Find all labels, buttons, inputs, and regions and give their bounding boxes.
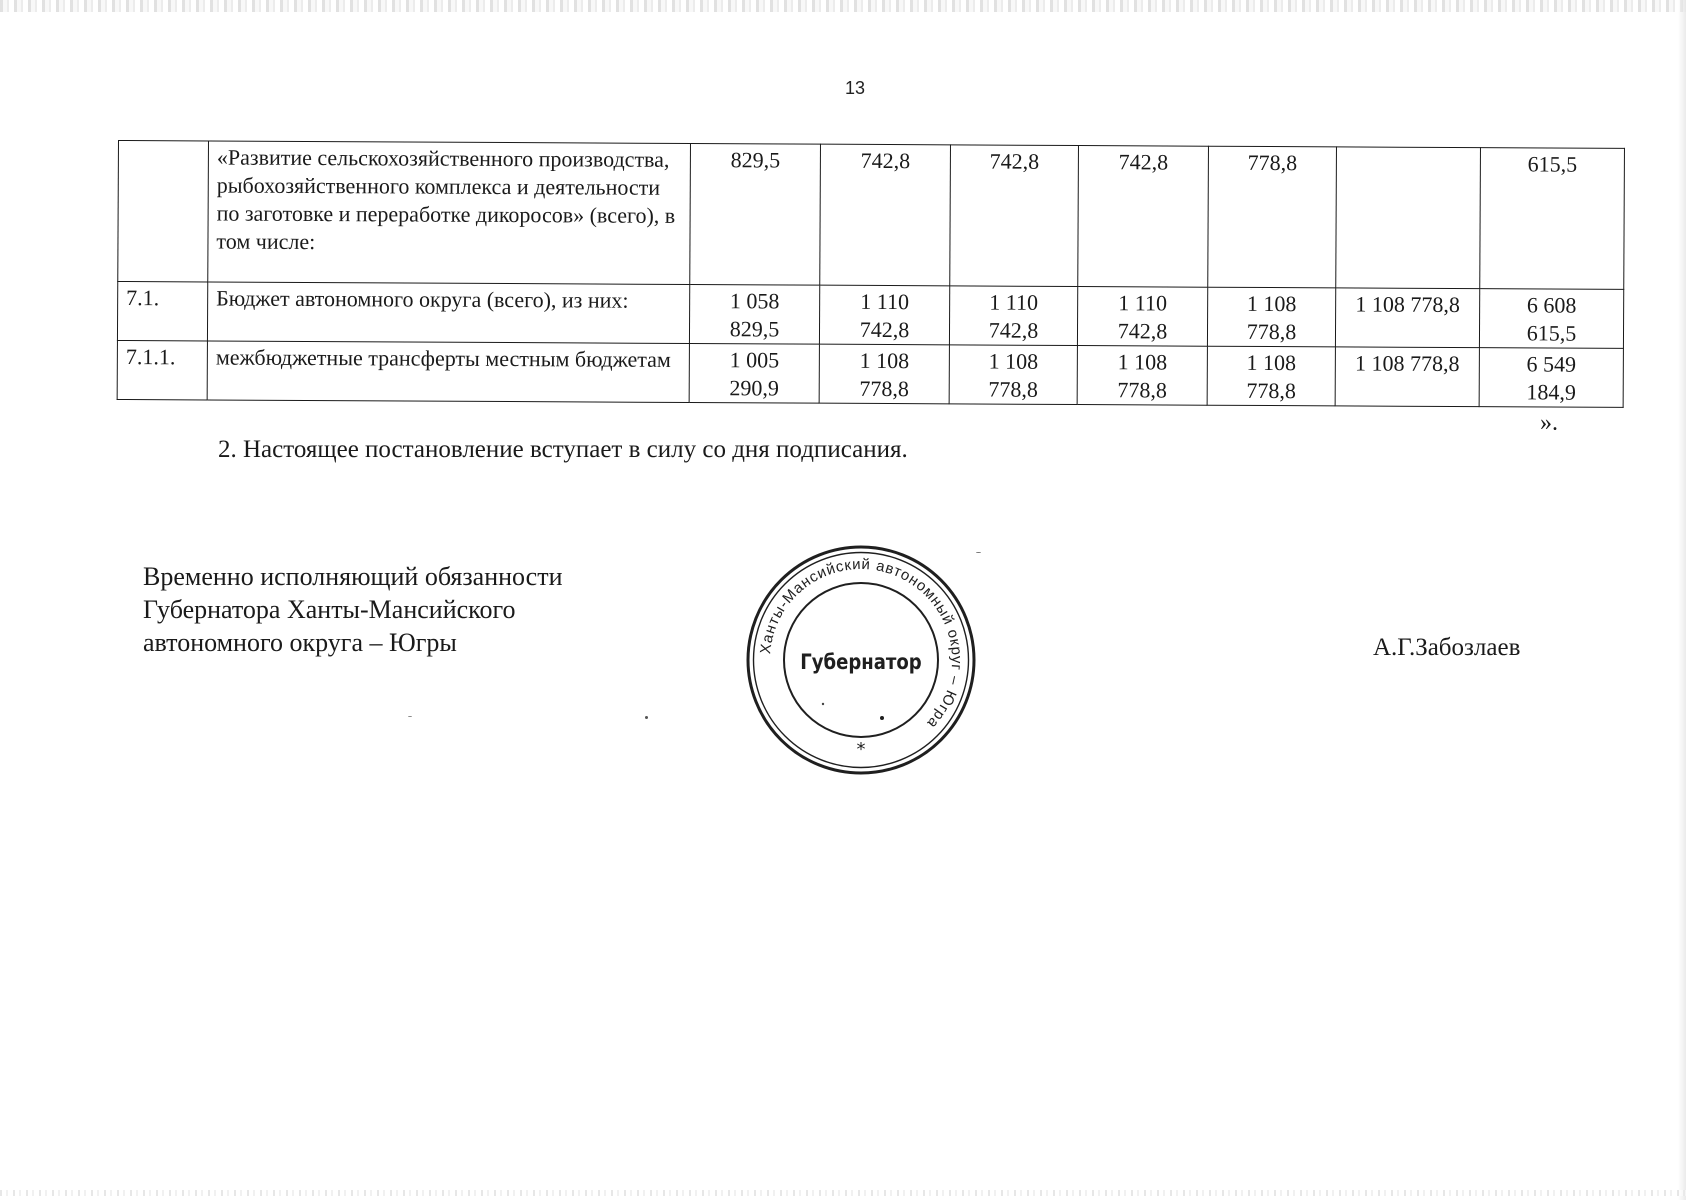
seal-star: *: [856, 739, 866, 760]
seal-ring-textpath: Ханты-Мансийский автономный округ – Югра: [757, 555, 966, 733]
value-cell: 829,5: [690, 143, 821, 285]
value-cell: 1 108 778,8: [949, 345, 1077, 405]
seal-center-text: Губернатор: [800, 649, 922, 675]
signatory-title-line: автономного округа – Югры: [143, 628, 457, 657]
value-cell: 778,8: [1208, 146, 1337, 288]
scan-edge-bottom: [0, 1190, 1686, 1196]
value-cell: 1 110 742,8: [949, 286, 1077, 346]
signatory-title-line: Временно исполняющий обязанности: [143, 562, 563, 591]
scan-speck: [976, 552, 981, 553]
scan-edge-top: [0, 0, 1686, 12]
seal-dot: [880, 716, 884, 720]
value-cell: 1 108 778,8: [1207, 346, 1335, 406]
seal-dot: [822, 703, 824, 705]
closing-quote: ».: [1540, 410, 1558, 436]
value-cell: 1 108 778,8: [1077, 346, 1207, 406]
resolution-paragraph: 2. Настоящее постановление вступает в силу со дня подписания.: [218, 436, 908, 463]
value-cell: 1 108 778,8: [1335, 347, 1479, 407]
budget-table: [117, 140, 1625, 408]
signatory-title: [143, 560, 563, 659]
value-cell: [1336, 147, 1481, 289]
signer-name: А.Г.Забозлаев: [1373, 634, 1521, 661]
value-cell: 615,5: [1480, 148, 1625, 290]
row-number: 7.1.1.: [117, 340, 207, 399]
value-cell: 1 108 778,8: [1207, 287, 1335, 347]
signatory-title-line: Губернатора Ханты-Мансийского: [143, 595, 516, 624]
value-cell: 1 058 829,5: [689, 284, 819, 344]
governor-seal: [744, 543, 978, 777]
table-row-program-total: [118, 141, 1625, 290]
value-cell: 6 608 615,5: [1479, 289, 1623, 349]
value-cell: 742,8: [950, 145, 1079, 287]
value-cell: 1 110 742,8: [819, 285, 949, 345]
row-name: Бюджет автономного округа (всего), из них:: [207, 282, 689, 344]
table-row-7-1-1: [117, 340, 1623, 407]
row-name: «Развитие сельскохозяйственного производства, рыбохозяйственного комплекса и деятельности по заготовке и переработке дикоросов» (всего), в том числе:: [208, 141, 691, 285]
scan-speck: [645, 716, 648, 719]
value-cell: 1 108 778,8: [819, 344, 949, 404]
row-number: [118, 141, 209, 282]
row-name: межбюджетные трансферты местным бюджетам: [207, 341, 689, 403]
page-number: 13: [844, 78, 866, 98]
scan-edge-right: [1678, 0, 1686, 1200]
value-cell: 6 549 184,9: [1479, 348, 1623, 408]
value-cell: 742,8: [820, 144, 951, 286]
row-number: 7.1.: [117, 282, 207, 341]
scan-speck: [408, 716, 412, 717]
value-cell: 1 110 742,8: [1077, 287, 1207, 347]
value-cell: 1 108 778,8: [1335, 288, 1479, 348]
value-cell: 742,8: [1078, 146, 1209, 288]
table-row-7-1: [117, 282, 1623, 349]
value-cell: 1 005 290,9: [689, 343, 819, 403]
